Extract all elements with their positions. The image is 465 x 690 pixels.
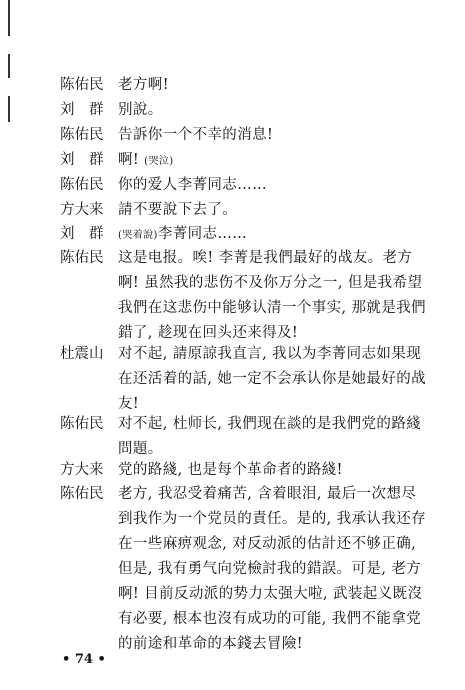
dialogue-line: 老方啊! [118,77,169,93]
speaker-name: 陈佑民 [60,416,104,432]
dialogue-line: 在还活着的話, 她一定不会承认你是她最好的战 [118,371,427,387]
dialogue-line: 問題。 [118,441,163,457]
dialogue-line: 但是, 我有勇气向党檢討我的錯誤。可是, 老方 [118,561,422,577]
dialogue-line: 党的路綫, 也是每个革命者的路綫! [118,462,343,478]
dialogue-line: 这是电报。唉! 李菁是我們最好的战友。老方 [118,250,413,266]
speaker-name: 方大来 [60,202,104,218]
speaker-name: 陈佑民 [60,250,104,266]
dialogue-line: 啊! 虽然我的悲伤不及你万分之一, 但是我希望 [118,275,423,291]
page-edge-mark [8,54,10,78]
speaker-name: 杜震山 [60,346,104,362]
speaker-name: 刘 群 [60,102,104,118]
dialogue-line: 啊! [118,152,145,168]
dialogue-line: 友! [118,396,140,412]
speaker-name: 陈佑民 [60,127,104,143]
dialogue-line: 請不要說下去了。 [118,202,238,218]
dialogue-text [118,73,420,98]
dialogue-text [118,198,420,223]
page-edge-mark [8,0,10,36]
dialogue-text [118,246,427,346]
dialogue-text [118,222,420,248]
dialogue-line: 对不起, 杜师长, 我們现在談的是我們党的路綫 [118,416,422,432]
dialogue-line: 我們在这悲伤中能够认清一个事实, 那就是我們 [118,300,427,316]
dialogue-line: 对不起, 請原諒我直言, 我以为李菁同志如果现 [118,346,422,362]
dialogue-text [118,342,427,417]
speaker-name: 刘 群 [60,226,104,242]
dialogue-text [118,412,420,462]
dialogue-line: 告訴你一个不幸的消息! [118,127,274,143]
dialogue-line: 李菁同志…… [157,226,248,242]
speaker-name: 方大来 [60,462,104,478]
page-number: • 74 • [62,652,106,667]
dialogue-text [118,123,420,148]
stage-direction: (哭泣) [144,156,174,167]
dialogue-line: 啊! 目前反动派的势力太强大啦, 武装起义既沒 [118,586,423,602]
dialogue-line: 你的爱人李菁同志…… [118,177,267,193]
dialogue-line: 的前途和革命的本錢去冒險! [118,636,304,652]
dialogue-text [118,458,420,483]
dialogue-text [118,98,420,123]
dialogue-line: 到我作为一个党员的責任。是的, 我承认我还存 [118,511,427,527]
speaker-name: 陈佑民 [60,486,104,502]
dialogue-text [118,148,420,174]
speaker-name: 陈佑民 [60,77,104,93]
dialogue-line: 在一些麻痹观念, 对反动派的估計还不够正确, [118,536,417,552]
dialogue-text [118,173,420,198]
page-edge-mark [8,96,10,122]
speaker-name: 陈佑民 [60,177,104,193]
dialogue-line: 錯了, 趁现在回头还来得及! [118,325,299,341]
dialogue-line: 别說。 [118,102,163,118]
stage-direction: (哭着說) [118,230,158,241]
speaker-name: 刘 群 [60,152,104,168]
dialogue-text [118,482,427,657]
dialogue-line: 老方, 我忍受着痛苦, 含着眼泪, 最后一次想尽 [118,486,417,502]
dialogue-line: 有必要, 根本也沒有成功的可能, 我們不能拿党 [118,611,422,627]
